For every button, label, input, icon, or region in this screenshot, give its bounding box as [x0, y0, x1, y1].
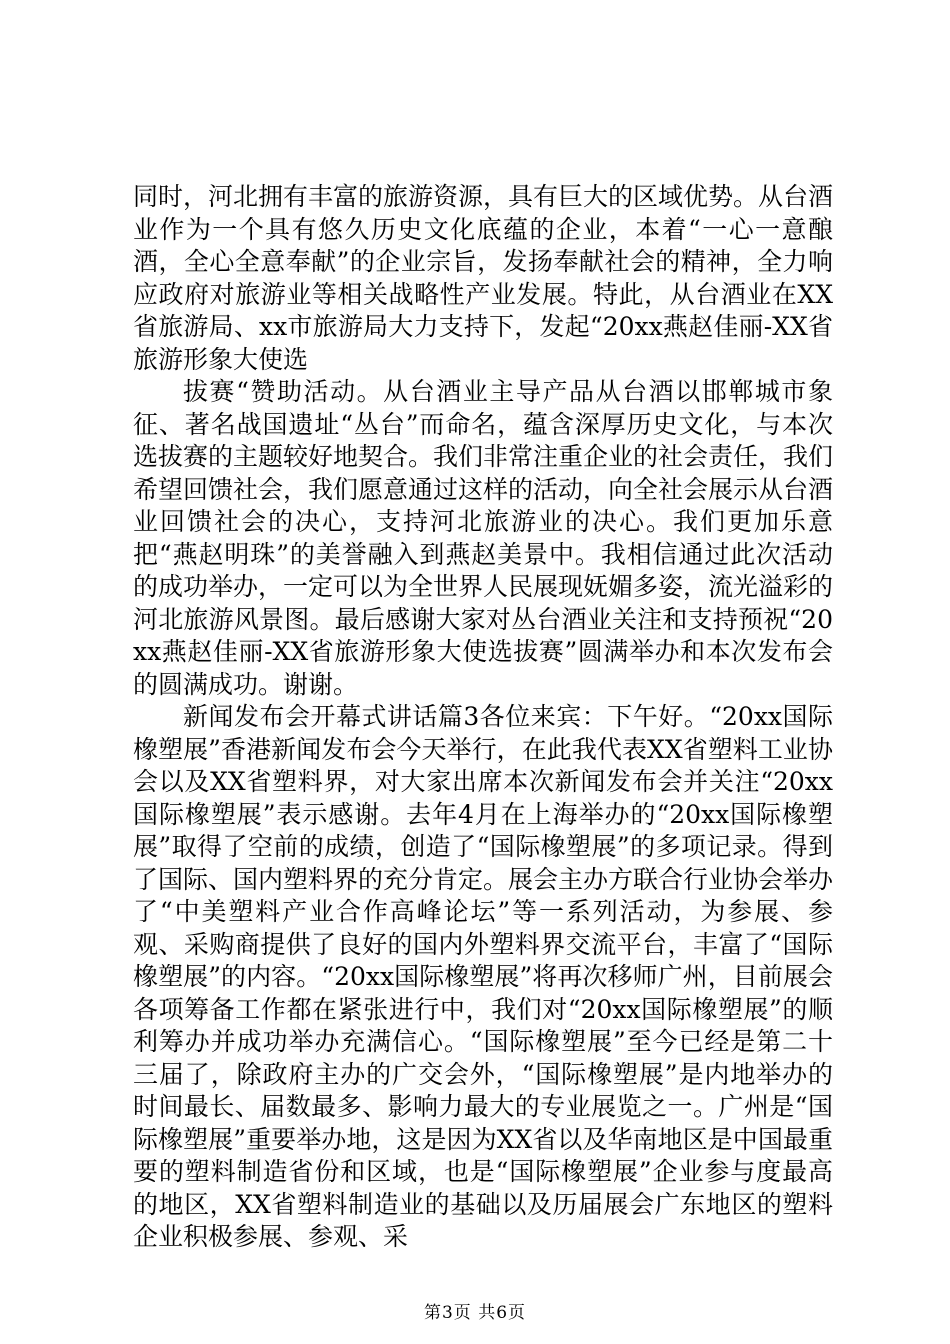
- document-body: [133, 181, 833, 1254]
- paragraph-2: 拔赛“赞助活动。从台酒业主导产品从台酒以邯郸城市象征、著名战国遗址“丛台”而命名，蕴含深厚历史文化，与本次选拔赛的主题较好地契合。我们非常注重企业的社会责任，我们希望回馈社会，我们愿意通过这样的活动，向全社会展示从台酒业回馈社会的决心，支持河北旅游业的决心。我们更加乐意把“燕赵明珠”的美誉融入到燕赵美景中。我相信通过此次活动的成功举办，一定可以为全世界人民展现妩媚多姿，流光溢彩的河北旅游风景图。最后感谢大家对丛台酒业关注和支持预祝“20xx燕赵佳丽-XX省旅游形象大使选拔赛”圆满举办和本次发布会的圆满成功。谢谢。: [133, 377, 834, 699]
- paragraph-3: 新闻发布会开幕式讲话篇3各位来宾：下午好。“20xx国际橡塑展”香港新闻发布会今天举行，在此我代表XX省塑料工业协会以及XX省塑料界，对大家出席本次新闻发布会并关注“20xx国际橡塑展”表示感谢。去年4月在上海举办的“20xx国际橡塑展”取得了空前的成绩，创造了“国际橡塑展”的多项记录。得到了国际、国内塑料界的充分肯定。展会主办方联合行业协会举办了“中美塑料产业合作高峰论坛”等一系列活动，为参展、参观、采购商提供了良好的国内外塑料界交流平台，丰富了“国际橡塑展”的内容。“20xx国际橡塑展”将再次移师广州，目前展会各项筹备工作都在紧张进行中，我们对“20xx国际橡塑展”的顺利筹办并成功举办充满信心。“国际橡塑展”至今已经是第二十三届了，除政府主办的广交会外，“国际橡塑展”是内地举办的时间最长、届数最多、影响力最大的专业展览之一。广州是“国际橡塑展”重要举办地，这是因为XX省以及华南地区是中国最重要的塑料制造省份和区域，也是“国际橡塑展”企业参与度最高的地区，XX省塑料制造业的基础以及历届展会广东地区的塑料企业积极参展、参观、采: [133, 702, 834, 1251]
- page-footer: 第3页 共6页: [423, 1303, 527, 1323]
- paragraph-1: 同时，河北拥有丰富的旅游资源，具有巨大的区域优势。从台酒业作为一个具有悠久历史文化底蕴的企业，本着“一心一意酿酒，全心全意奉献”的企业宗旨，发扬奉献社会的精神，全力响应政府对旅游业等相关战略性产业发展。特此，从台酒业在XX省旅游局、xx市旅游局大力支持下，发起“20xx燕赵佳丽-XX省旅游形象大使选: [133, 182, 834, 374]
